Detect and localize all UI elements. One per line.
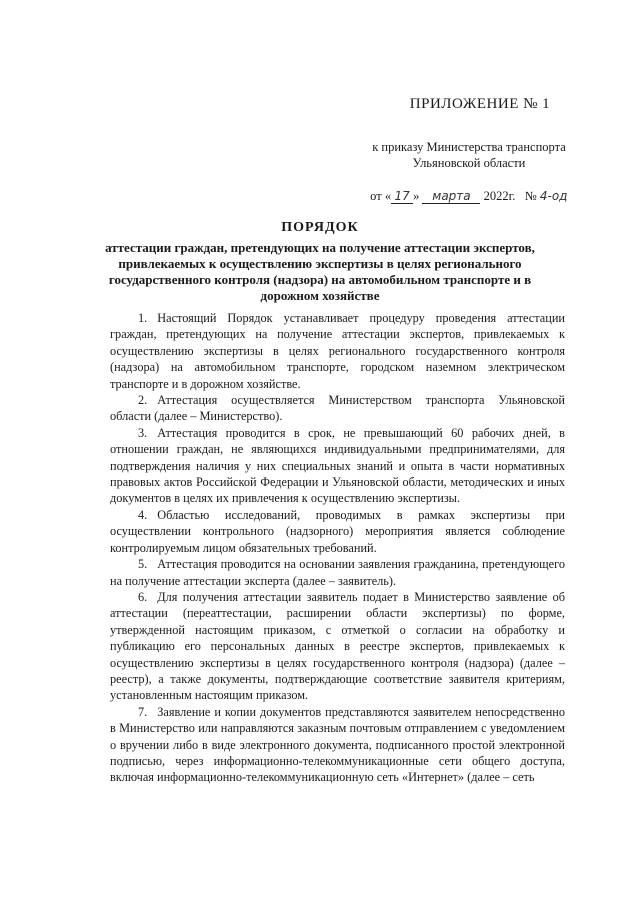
paragraph-text: Аттестация проводится в срок, не превышающий 60 рабочих дней, в отношении граждан, не являющихся индивидуальными предпринимателями, для подтверждения наличия у них специальных знаний и опыта в части нормативных правовых актов Российской Федерации и Ульяновской области, методических и иных документов в целях их привлечения к осуществлению экспертизы. bbox=[110, 425, 565, 506]
paragraph-4 bbox=[110, 507, 565, 556]
order-date-line bbox=[350, 189, 590, 204]
order-reference-line-1: к приказу Министерства транспорта bbox=[372, 140, 566, 154]
paragraph-1 bbox=[110, 310, 565, 392]
date-prefix: от « bbox=[370, 189, 392, 203]
date-mid: » bbox=[413, 189, 420, 203]
paragraph-3 bbox=[110, 425, 565, 507]
paragraph-text: Настоящий Порядок устанавливает процедуру проведения аттестации граждан, претендующих на получение аттестации экспертов, привлекаемых к осуществлению экспертизы в целях регионального государственного контроля (надзора) на автомобильном транспорте, городском наземном электрическом транспорте и в дорожном хозяйстве. bbox=[110, 311, 565, 391]
document-header bbox=[330, 96, 590, 204]
appendix-title: ПРИЛОЖЕНИЕ № 1 bbox=[409, 96, 551, 112]
paragraph-number: 1. bbox=[138, 311, 148, 325]
date-month-handwritten: марта bbox=[422, 189, 480, 204]
paragraph-text: Заявление и копии документов представляются заявителем непосредственно в Министерство или направляются заказным почтовым отправлением с уведомлением о вручении либо в виде электронного документа, подписанного простой электронной подписью, через информационно-телекоммуникационные сети общего доступа, включая информационно-телекоммуникационную сеть «Интернет» (далее – сеть bbox=[110, 704, 565, 785]
order-number-label: № bbox=[524, 189, 537, 203]
paragraph-number: 3. bbox=[138, 425, 148, 440]
paragraph-text: Аттестация осуществляется Министерством транспорта Ульяновской области (далее – Министерство). bbox=[110, 393, 565, 424]
order-number-handwritten: 4-од bbox=[539, 189, 568, 203]
date-year: 2022г. bbox=[483, 189, 516, 203]
paragraph-number: 5. bbox=[138, 557, 148, 572]
order-reference-line-2: Ульяновской области bbox=[412, 156, 526, 170]
paragraph-number: 7. bbox=[138, 704, 148, 719]
document-body bbox=[110, 310, 565, 786]
paragraph-text: Аттестация проводится на основании заявления гражданина, претендующего на получение аттестации эксперта (далее – заявитель). bbox=[110, 557, 565, 588]
document-title-block bbox=[90, 220, 550, 304]
date-day-handwritten: 17 bbox=[391, 189, 413, 204]
paragraph-2 bbox=[110, 392, 565, 425]
paragraph-text: Для получения аттестации заявитель подает в Министерство заявление об аттестации (переаттестации, расширении области экспертизы) по форме, утвержденной настоящим приказом, с отметкой о согласии на обработку и публикацию его персональных данных в реестре экспертов, привлекаемых к осуществлению экспертизы в целях государственного контроля (надзора) (далее – реестр), а также документы, подтверждающие соответствие заявителя критериям, установленным настоящим приказом. bbox=[110, 589, 565, 703]
paragraph-7 bbox=[110, 704, 565, 786]
order-reference bbox=[348, 139, 590, 171]
paragraph-6 bbox=[110, 589, 565, 704]
paragraph-number: 6. bbox=[138, 589, 148, 604]
paragraph-number: 2. bbox=[138, 393, 148, 408]
paragraph-text: Областью исследований, проводимых в рамках экспертизы при осуществлении контрольного (надзорного) мероприятия является соблюдение контролируемым лицом обязательных требований. bbox=[110, 507, 565, 555]
document-title: ПОРЯДОК bbox=[281, 220, 359, 235]
paragraph-number: 4. bbox=[138, 507, 148, 522]
paragraph-5 bbox=[110, 556, 565, 589]
document-subtitle: аттестации граждан, претендующих на получение аттестации экспертов, привлекаемых к осуществлению экспертизы в целях регионального государственного контроля (надзора) на автомобильном транспорте и в дорожном хозяйстве bbox=[105, 240, 535, 303]
